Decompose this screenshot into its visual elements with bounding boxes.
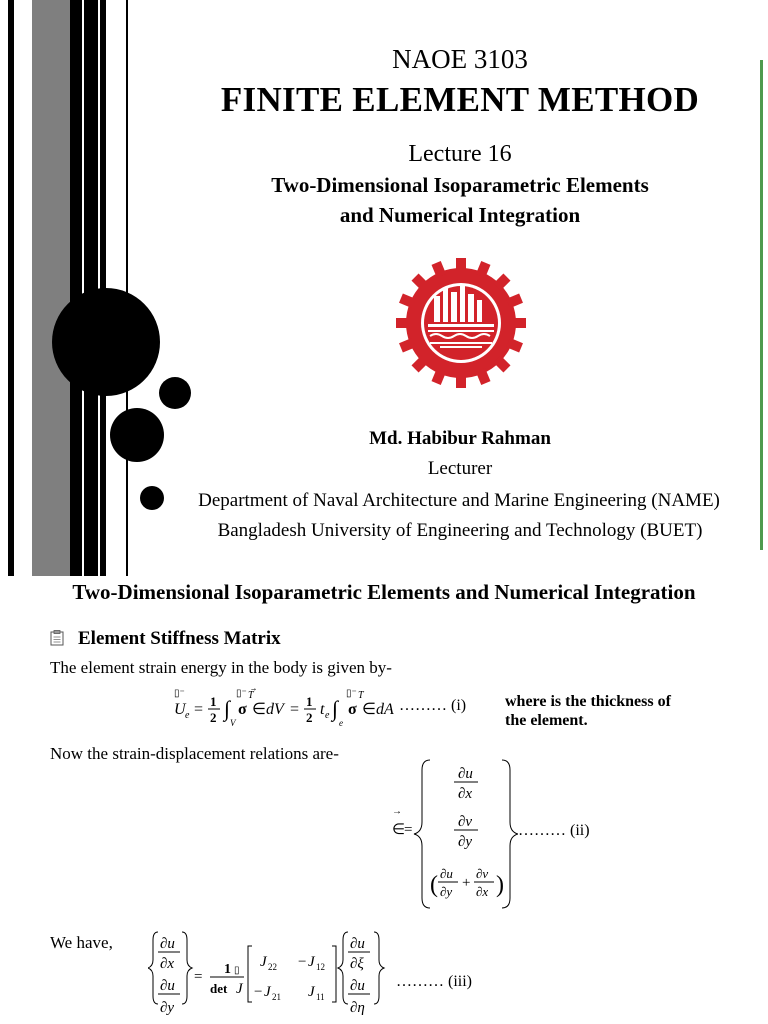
svg-text:e: e — [325, 710, 330, 721]
author-name: Md. Habibur Rahman — [369, 428, 551, 449]
equation-iii-graphic — [148, 928, 398, 1024]
svg-text:∂ξ: ∂ξ — [350, 956, 364, 972]
svg-text:∂η: ∂η — [350, 1000, 365, 1016]
lecture-number: Lecture 16 — [408, 141, 512, 167]
svg-text:=: = — [404, 822, 413, 838]
decor-circle-large — [52, 288, 160, 396]
svg-text:∈: ∈ — [362, 701, 376, 718]
svg-text:e: e — [339, 718, 343, 728]
svg-text:det: det — [210, 981, 228, 996]
decor-circle-small — [159, 377, 191, 409]
equation-iii-tag: ……… (iii) — [396, 973, 472, 990]
equation-ii-tag: ……… (ii) — [518, 822, 590, 839]
svg-text:): ) — [496, 872, 504, 898]
section-heading-text: Element Stiffness Matrix — [78, 628, 281, 649]
university: Bangladesh University of Engineering and Technology (BUET) — [217, 520, 703, 541]
svg-text:=: = — [194, 969, 203, 985]
svg-text:1: 1 — [210, 694, 217, 709]
svg-text:(: ( — [430, 872, 438, 898]
course-code: NAOE 3103 — [392, 44, 528, 74]
svg-text:dV: dV — [266, 701, 284, 718]
svg-text:∂y: ∂y — [440, 884, 453, 899]
svg-text:21: 21 — [272, 992, 281, 1002]
text-line-3: We have, — [50, 933, 113, 952]
author-role: Lecturer — [427, 458, 493, 479]
buet-logo-icon — [396, 258, 526, 388]
svg-text:∂u: ∂u — [440, 866, 453, 881]
svg-text:U: U — [174, 701, 186, 718]
svg-text:σ: σ — [348, 701, 357, 718]
svg-text:2: 2 — [306, 710, 313, 725]
svg-text:−: − — [298, 954, 307, 970]
department: Department of Naval Architecture and Marine Engineering (NAME) — [198, 490, 720, 511]
slide-title: FINITE ELEMENT METHOD — [220, 80, 700, 119]
svg-text:22: 22 — [268, 962, 277, 972]
svg-text:2: 2 — [210, 710, 217, 725]
decor-stripe — [14, 0, 32, 576]
svg-text:=: = — [194, 701, 204, 718]
svg-text:∂y: ∂y — [160, 1000, 175, 1016]
svg-text:=: = — [290, 701, 300, 718]
svg-text:∂x: ∂x — [458, 786, 473, 802]
equation-ii — [388, 754, 518, 921]
svg-text:▯⁻: ▯⁻ — [236, 688, 247, 699]
svg-text:V: V — [230, 718, 236, 728]
svg-text:∂u: ∂u — [160, 936, 175, 952]
svg-text:▯: ▯ — [234, 965, 240, 976]
decor-stripe — [32, 0, 70, 576]
text-line-1: The element strain energy in the body is given by- — [50, 658, 392, 677]
svg-text:→: → — [392, 806, 402, 817]
thickness-note — [505, 692, 671, 730]
svg-text:▯⁻: ▯⁻ — [174, 688, 185, 699]
content-slide — [0, 576, 768, 1024]
thickness-note-line-1: where is the thickness of — [505, 693, 671, 710]
svg-text:1: 1 — [224, 962, 231, 977]
svg-text:σ: σ — [238, 701, 247, 718]
svg-text:J: J — [308, 954, 315, 970]
svg-text:−: − — [254, 984, 263, 1000]
equation-iii — [148, 928, 398, 1024]
svg-text:J: J — [260, 954, 267, 970]
svg-text:∂x: ∂x — [476, 884, 489, 899]
decor-stripe — [70, 0, 82, 576]
svg-text:∂u: ∂u — [160, 978, 175, 994]
svg-text:T: T — [248, 690, 254, 701]
svg-text:11: 11 — [316, 992, 325, 1002]
svg-text:∂v: ∂v — [458, 814, 473, 830]
svg-text:∂v: ∂v — [476, 866, 489, 881]
svg-text:∂x: ∂x — [160, 956, 175, 972]
svg-text:∂u: ∂u — [458, 766, 473, 782]
svg-text:dA: dA — [376, 701, 394, 718]
svg-text:∫: ∫ — [332, 696, 339, 721]
svg-text:∂u: ∂u — [350, 936, 365, 952]
svg-text:+: + — [462, 875, 471, 891]
svg-text:T: T — [358, 690, 364, 701]
subtitle-line-2: and Numerical Integration — [339, 203, 581, 227]
svg-text:▯⁻: ▯⁻ — [346, 688, 357, 699]
section-heading — [50, 628, 281, 650]
content-slide-title: Two-Dimensional Isoparametric Elements and Numerical Integration — [72, 580, 696, 604]
thickness-note-line-2: the element. — [505, 712, 588, 729]
svg-text:J: J — [308, 984, 315, 1000]
svg-text:∂u: ∂u — [350, 978, 365, 994]
equation-ii-graphic — [388, 754, 518, 916]
subtitle-line-1: Two-Dimensional Isoparametric Elements — [271, 173, 649, 197]
equation-i-tag: ……… (i) — [399, 697, 467, 714]
svg-text:J: J — [264, 984, 271, 1000]
svg-text:J: J — [236, 981, 243, 997]
svg-text:∂y: ∂y — [458, 834, 473, 850]
svg-text:∈: ∈ — [252, 701, 266, 718]
decor-stripe — [0, 0, 8, 576]
svg-text:∈: ∈ — [392, 822, 406, 838]
svg-text:12: 12 — [316, 962, 325, 972]
svg-text:e: e — [185, 710, 190, 721]
svg-text:t: t — [320, 701, 325, 718]
text-line-2: Now the strain-displacement relations are- — [50, 744, 339, 763]
clipboard-icon — [50, 630, 64, 646]
svg-text:∫: ∫ — [224, 696, 231, 721]
svg-text:1: 1 — [306, 694, 313, 709]
